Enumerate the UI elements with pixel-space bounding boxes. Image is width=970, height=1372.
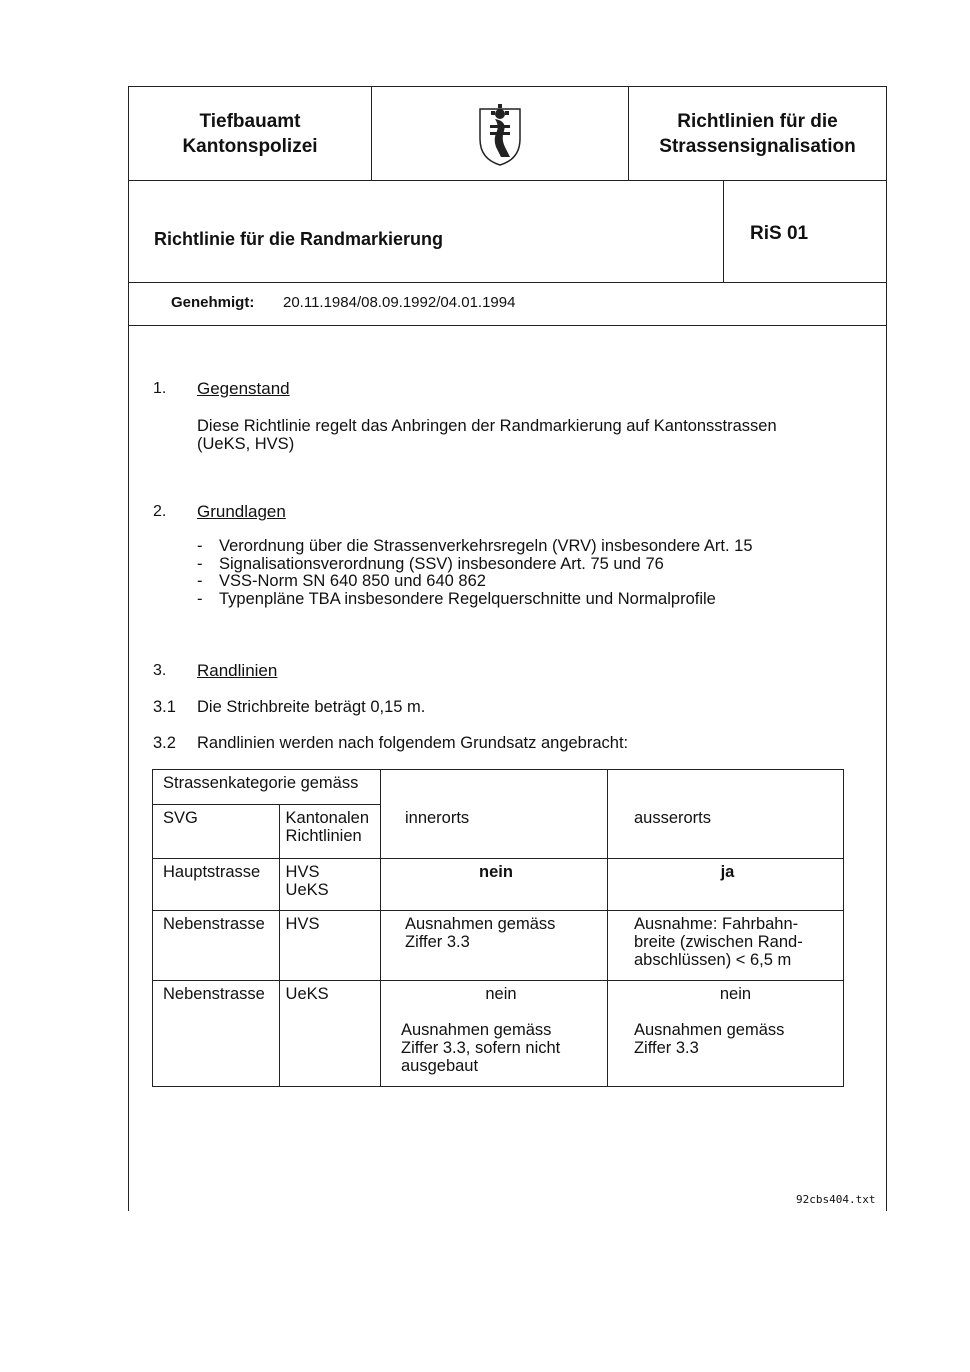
document-title: Richtlinie für die Randmarkierung [154, 229, 444, 249]
header-blank-inner [380, 770, 607, 805]
header-svg: SVG [153, 805, 280, 859]
list-item: - Verordnung über die Strassenverkehrsregeln (VRV) insbesondere Art. 15 [197, 537, 753, 555]
cell-cantonal: HVS UeKS [279, 859, 380, 911]
section-1-text-line-2: (UeKS, HVS) [197, 435, 295, 453]
table-header-row [153, 770, 844, 805]
header-cantonal: Kantonalen Richtlinien [279, 805, 380, 859]
issuer-line-2: Kantonspolizei [182, 135, 318, 157]
cell-innerorts: nein Ausnahmen gemäss Ziffer 3.3, sofern nicht ausgebaut [380, 981, 607, 1087]
table-row [153, 859, 844, 911]
section-1-number: 1. [153, 380, 167, 397]
table-header-row [153, 805, 844, 859]
paragraph-3-1-number: 3.1 [153, 698, 176, 716]
list-item: - Typenpläne TBA insbesondere Regelquerschnitte und Normalprofile [197, 589, 716, 608]
document-code: RiS 01 [750, 223, 809, 244]
paragraph-3-2-number: 3.2 [153, 734, 176, 752]
cell-svg: Hauptstrasse [153, 859, 280, 911]
header-ausserorts: ausserorts [607, 805, 843, 859]
list-item: - Signalisationsverordnung (SSV) insbesondere Art. 75 und 76 [197, 554, 664, 573]
header-category: Strassenkategorie gemäss [153, 770, 381, 805]
approval-dates: 20.11.1984/08.09.1992/04.01.1994 [283, 294, 516, 311]
header-innerorts: innerorts [380, 805, 607, 859]
section-2-number: 2. [153, 503, 167, 520]
letterhead [129, 87, 886, 181]
paragraph-3-1-text: Die Strichbreite beträgt 0,15 m. [197, 698, 426, 716]
title-row [129, 181, 886, 283]
cell-svg: Nebenstrasse [153, 911, 280, 981]
cell-innerorts: nein [380, 859, 607, 911]
table-row [153, 981, 844, 1087]
cell-ausserorts: ja [607, 859, 843, 911]
series-line-1: Richtlinien für die [677, 110, 838, 132]
table-row [153, 911, 844, 981]
list-item: - VSS-Norm SN 640 850 und 640 862 [197, 572, 486, 590]
cell-cantonal: HVS [279, 911, 380, 981]
issuer-line-1: Tiefbauamt [199, 110, 301, 132]
issuer-cell [129, 87, 372, 180]
header-blank-outer [607, 770, 843, 805]
section-2-title: Grundlagen [197, 502, 286, 521]
cell-cantonal: UeKS [279, 981, 380, 1087]
emblem-cell [372, 87, 629, 180]
series-line-2: Strassensignalisation [659, 135, 856, 157]
cell-innerorts: Ausnahmen gemäss Ziffer 3.3 [380, 911, 607, 981]
basel-crest-icon [477, 101, 523, 167]
paragraph-3-2-text: Randlinien werden nach folgendem Grundsatz angebracht: [197, 734, 629, 752]
basis-list [197, 538, 753, 608]
cell-ausserorts: Ausnahme: Fahrbahn- breite (zwischen Rand- abschlüssen) < 6,5 m [607, 911, 843, 981]
approval-label: Genehmigt: [171, 294, 255, 311]
section-1-title: Gegenstand [197, 379, 290, 398]
file-reference: 92cbs404.txt [796, 1193, 876, 1206]
code-cell [723, 181, 887, 282]
marking-rules-table [152, 769, 844, 1087]
section-3-title: Randlinien [197, 661, 278, 680]
series-cell [629, 87, 886, 180]
cell-svg: Nebenstrasse [153, 981, 280, 1087]
approval-row [129, 283, 886, 326]
section-1-text-line-1: Diese Richtlinie regelt das Anbringen der Randmarkierung auf Kantonsstrassen [197, 417, 777, 435]
cell-ausserorts: nein Ausnahmen gemäss Ziffer 3.3 [607, 981, 843, 1087]
section-3-number: 3. [153, 662, 167, 679]
